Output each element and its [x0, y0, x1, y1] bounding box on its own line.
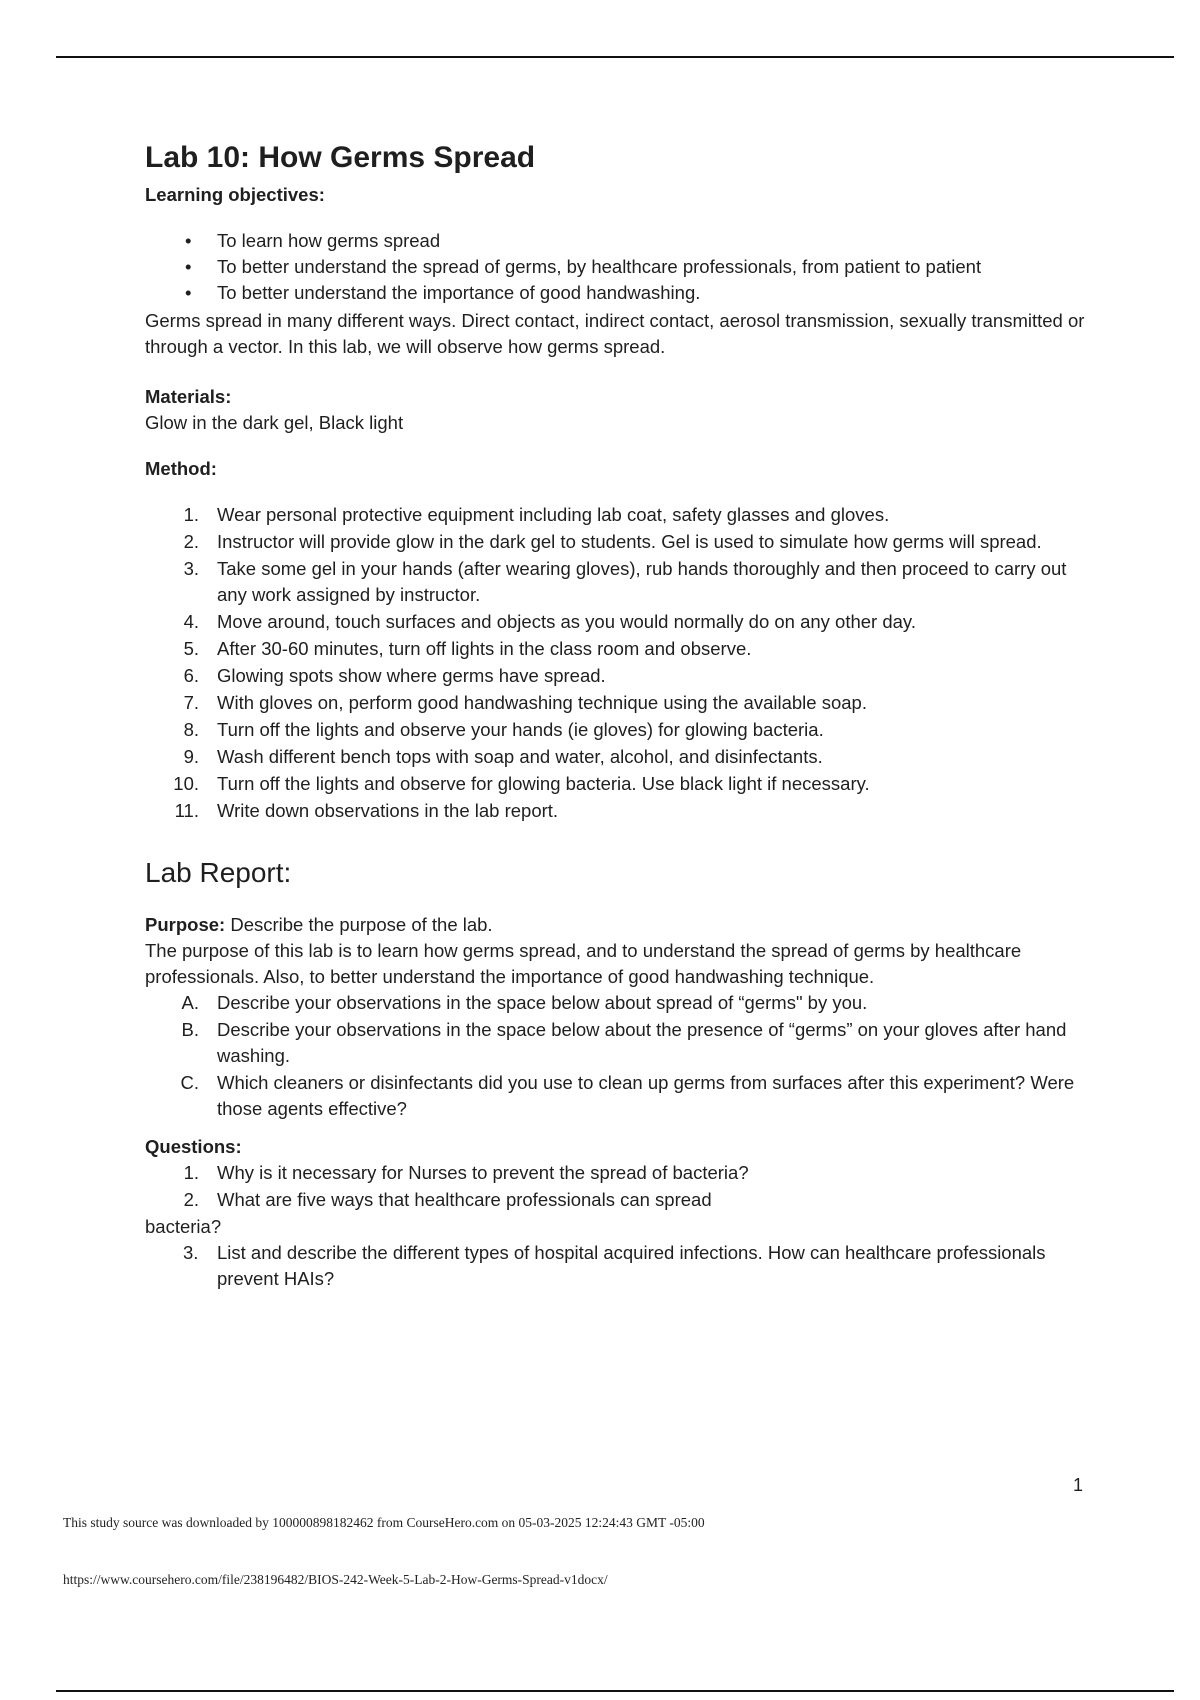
purpose-answer: The purpose of this lab is to learn how germs spread, and to understand the spread of germs by healthcare professionals. Also, to better understand the importance of good handwashing technique. — [145, 940, 1022, 987]
intro-paragraph: Germs spread in many different ways. Direct contact, indirect contact, aerosol transmission, sexually transmitted or through a vector. In this lab, we will observe how germs spread. — [145, 310, 1085, 357]
method-step: 6. Glowing spots show where germs have spread. — [183, 665, 606, 686]
question-2-continued: bacteria? — [145, 1216, 222, 1237]
report-item: C. Which cleaners or disinfectants did you use to clean up germs from surfaces after this experiment? Were those agents effective? — [180, 1072, 1075, 1119]
method-step: 5. After 30-60 minutes, turn off lights in the class room and observe. — [183, 638, 752, 659]
document-page — [145, 138, 1095, 1292]
method-steps-list — [145, 502, 1095, 824]
questions-list — [145, 1160, 1095, 1213]
method-step: 3. Take some gel in your hands (after wearing gloves), rub hands thoroughly and then proceed to carry out any work assigned by instructor. — [183, 558, 1067, 605]
method-step: 8. Turn off the lights and observe your hands (ie gloves) for glowing bacteria. — [183, 719, 824, 740]
materials-text: Glow in the dark gel, Black light — [145, 412, 404, 433]
bottom-rule — [56, 1690, 1174, 1692]
method-step: 9. Wash different bench tops with soap and water, alcohol, and disinfectants. — [183, 746, 823, 767]
page-number: 1 — [1073, 1475, 1084, 1495]
objective-item: • To learn how germs spread — [145, 228, 1095, 254]
report-item: A. Describe your observations in the space below about spread of “germs" by you. — [181, 992, 868, 1013]
report-item: B. Describe your observations in the space below about the presence of “germs” on your gloves after hand washing. — [181, 1019, 1067, 1066]
objective-item: • To better understand the spread of germs, by healthcare professionals, from patient to patient — [145, 254, 1095, 280]
source-url: https://www.coursehero.com/file/238196482/BIOS-242-Week-5-Lab-2-How-Germs-Spread-v1docx/ — [63, 1572, 608, 1587]
method-step: 1. Wear personal protective equipment including lab coat, safety glasses and gloves. — [183, 504, 890, 525]
purpose-line — [145, 912, 1095, 938]
method-step: 10. Turn off the lights and observe for glowing bacteria. Use black light if necessary. — [173, 773, 870, 794]
page-title: Lab 10: How Germs Spread — [145, 141, 536, 174]
objective-item: • To better understand the importance of good handwashing. — [145, 280, 1095, 306]
purpose-prompt: Describe the purpose of the lab. — [225, 914, 493, 935]
question-item-3: 3. List and describe the different types of hospital acquired infections. How can healthcare professionals prevent HAIs? — [183, 1242, 1046, 1289]
top-rule — [56, 56, 1174, 58]
method-step: 7. With gloves on, perform good handwashing technique using the available soap. — [183, 692, 867, 713]
question-item: 1. Why is it necessary for Nurses to prevent the spread of bacteria? — [183, 1162, 749, 1183]
download-note: This study source was downloaded by 100000898182462 from CourseHero.com on 05-03-2025 12:24:43 GMT -05:00 — [63, 1515, 705, 1530]
questions-label: Questions: — [145, 1136, 242, 1157]
materials-label: Materials: — [145, 386, 232, 407]
objectives-list — [145, 228, 1095, 306]
learning-objectives-label: Learning objectives: — [145, 184, 325, 205]
method-step: 11. Write down observations in the lab report. — [174, 800, 559, 821]
purpose-label: Purpose: — [145, 914, 226, 935]
lab-report-heading: Lab Report: — [145, 857, 292, 888]
report-items-list — [145, 990, 1095, 1122]
method-step: 4. Move around, touch surfaces and objects as you would normally do on any other day. — [183, 611, 916, 632]
question-item: 2. What are five ways that healthcare professionals can spread — [183, 1189, 712, 1210]
method-step: 2. Instructor will provide glow in the dark gel to students. Gel is used to simulate how germs will spread. — [183, 531, 1042, 552]
method-label: Method: — [145, 458, 217, 479]
